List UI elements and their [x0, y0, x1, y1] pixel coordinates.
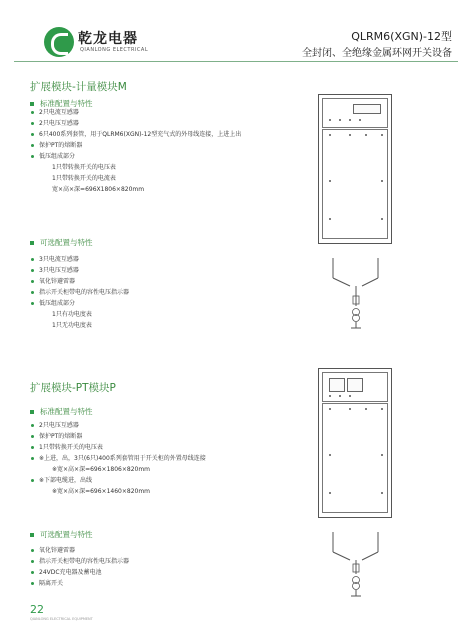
- list-item: 1只有功电度表: [52, 311, 92, 318]
- section1-standard-list: [30, 107, 241, 195]
- list-item: 1只带转换开关的电压表: [30, 442, 206, 453]
- list-item: 低压组成部分: [30, 151, 241, 162]
- list-item: ※上进，出，3只(6只)400系列套管用于开关柜的外置母线连接: [30, 453, 206, 464]
- section2-standard-heading: 标准配置与特性: [30, 406, 93, 417]
- company-logo-icon: [44, 27, 74, 57]
- cabinet-lower-panel: [322, 403, 388, 513]
- list-item: 宽×高×深=696X1806×820mm: [52, 186, 145, 193]
- company-name-en: QIANLONG ELECTRICAL: [80, 47, 149, 53]
- section2-title: 扩展模块-PT模块P: [30, 382, 116, 394]
- cabinet-lower-panel: [322, 129, 388, 239]
- square-bullet-icon: [30, 410, 34, 414]
- list-item: 2只电压互感器: [30, 118, 241, 129]
- footer-text: QIANLONG ELECTRICAL EQUIPMENT: [30, 617, 93, 621]
- list-item: 氧化锌避雷器: [30, 276, 129, 287]
- list-item: 氧化锌避雷器: [30, 545, 129, 556]
- header-divider: [14, 61, 458, 62]
- section1-optional-list: [30, 254, 129, 331]
- cabinet-front-diagram-m: [318, 94, 392, 244]
- meter-display: [353, 104, 381, 114]
- meter-display: [329, 378, 345, 392]
- list-item: 2只电流互感器: [30, 107, 241, 118]
- list-item: ※宽×高×深=696×1460×820mm: [52, 488, 151, 495]
- cabinet-front-diagram-p: [318, 368, 392, 518]
- list-item: 3只电流互感器: [30, 254, 129, 265]
- cabinet-upper-panel: [322, 98, 388, 128]
- list-item: 1只带转换开关的电压表: [52, 164, 116, 171]
- section2-standard-list: [30, 420, 206, 497]
- list-item: ※宽×高×深=696×1806×820mm: [52, 466, 151, 473]
- product-model: QLRM6(XGN)-12型: [351, 30, 452, 43]
- section2-optional-heading: 可选配置与特性: [30, 529, 93, 540]
- cabinet-upper-panel: [322, 372, 388, 402]
- product-subtitle: 全封闭、全绝缘金属环网开关设备: [302, 48, 452, 59]
- meter-display: [347, 378, 363, 392]
- list-item: 2只电压互感器: [30, 420, 206, 431]
- section1-title: 扩展模块-计量模块M: [30, 81, 127, 93]
- list-item: 1只无功电度表: [52, 322, 92, 329]
- list-item: 隔离开关: [30, 578, 129, 589]
- list-item: 3只电压互感器: [30, 265, 129, 276]
- section1-optional-heading: 可选配置与特性: [30, 237, 93, 248]
- page-number: 22: [30, 603, 44, 616]
- list-item: 指示开关柜带电的容性电压指示器: [30, 287, 129, 298]
- single-line-diagram-p: [330, 530, 382, 608]
- list-item: 保护PT的熔断器: [30, 140, 241, 151]
- list-item: 指示开关柜带电的容性电压指示器: [30, 556, 129, 567]
- list-item: 低压组成部分: [30, 298, 129, 309]
- square-bullet-icon: [30, 533, 34, 537]
- list-item: 6只400系列套管，用于QLRM6(XGN)-12型充气式的外母线连接，上进上出: [30, 129, 241, 140]
- section1-standard-heading: 标准配置与特性: [30, 98, 93, 109]
- square-bullet-icon: [30, 241, 34, 245]
- section2-optional-list: [30, 545, 129, 589]
- list-item: 保护PT的熔断器: [30, 431, 206, 442]
- square-bullet-icon: [30, 102, 34, 106]
- list-item: 1只带转换开关的电流表: [52, 175, 116, 182]
- list-item: 24VDC充电器及蓄电池: [30, 567, 129, 578]
- company-name: 乾龙电器: [78, 31, 138, 47]
- single-line-diagram-m: [330, 256, 382, 334]
- list-item: ※下部电缆进，出线: [30, 475, 206, 486]
